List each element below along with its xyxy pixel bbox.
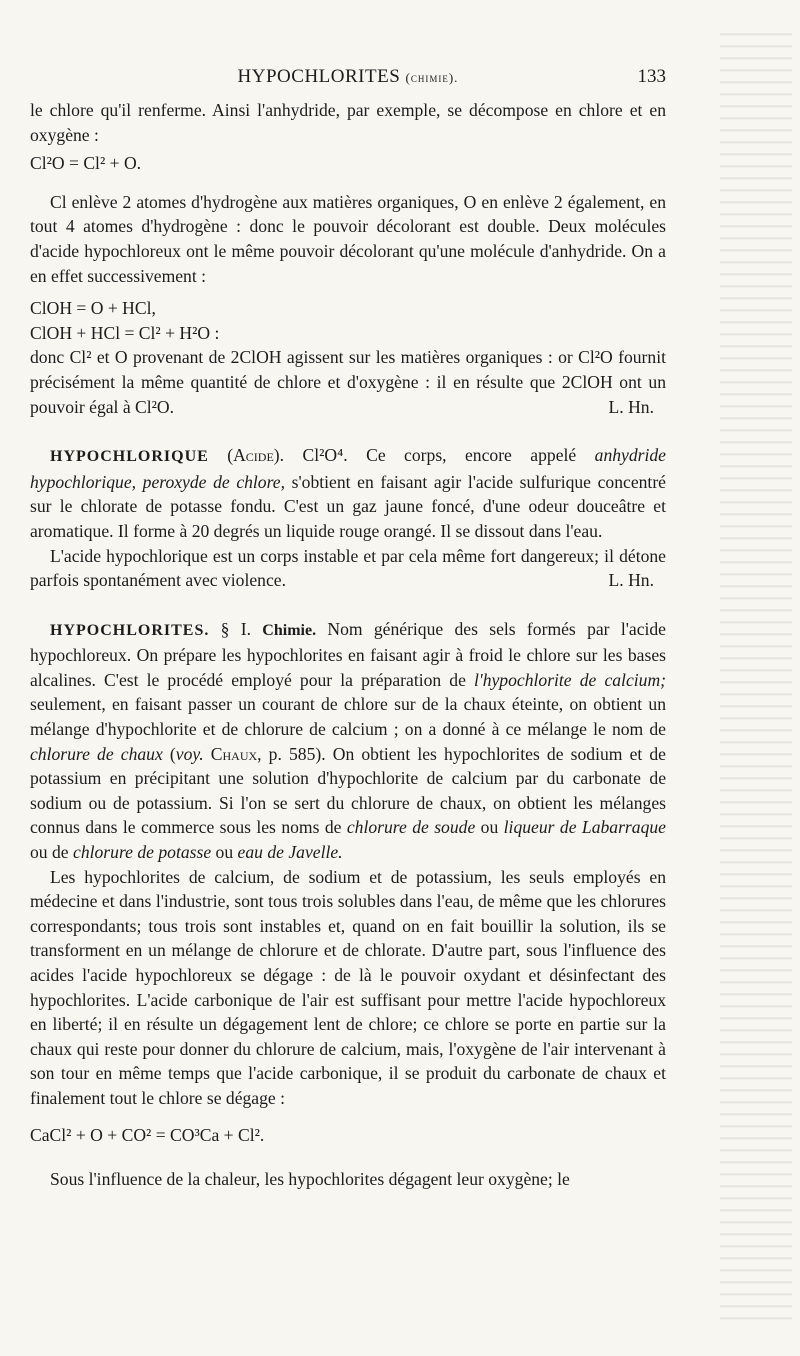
paragraph xyxy=(30,544,666,593)
equation: ClOH + HCl = Cl² + H²O : xyxy=(30,322,220,343)
italic-run: chlorure de chaux xyxy=(30,743,163,764)
italic-run: anhydride hypochlorique, peroxyde de chlore, xyxy=(30,445,666,492)
text-run: ou xyxy=(215,842,234,863)
paragraph: Sous l'influence de la chaleur, les hypochlorites dégagent leur oxygène; le xyxy=(50,1169,570,1190)
text-run: s'obtient en faisant agir l'acide sulfurique concentré sur le chlorate de potasse fondu. C'est un gaz jaune foncé, d'une odeur douceâtre et aromatique. Il forme à 20 degrés un liquide rouge orangé. Il se dissout dans l'eau. xyxy=(30,471,666,541)
text-run: ou de xyxy=(30,842,69,863)
section-mark: § I. xyxy=(220,618,251,639)
article-hypochlorites xyxy=(30,617,666,865)
running-title xyxy=(30,66,666,88)
equation: Cl²O = Cl² + O. xyxy=(30,153,142,174)
author-signature: L. Hn. xyxy=(608,570,654,591)
section-label: Chimie. xyxy=(262,621,317,639)
text-run: , p. 585). On obtient les hypochlorites de sodium et de potassium en précipitant une solution d'hypochlorite de calcium par du carbonate de sodium ou de potassium. Si l'on se sert du chlorure de chaux, on obtient les mélanges connus dans le commerce sous les noms de xyxy=(30,743,666,838)
author-signature: L. Hn. xyxy=(608,396,654,417)
paragraph-text: L'acide hypochlorique est un corps instable et par cela même fort dangereux; il détone parfois spontanément avec violence. xyxy=(30,545,666,591)
text-run: ou xyxy=(480,817,499,838)
article-headword: HYPOCHLORITES. xyxy=(50,621,210,639)
equation: CaCl² + O + CO² = CO³Ca + Cl². xyxy=(30,1124,265,1145)
body-text xyxy=(30,98,666,1192)
italic-run: chlorure de soude xyxy=(346,817,476,838)
paragraph: le chlore qu'il renferme. Ainsi l'anhydride, par exemple, se décompose en chlore et en oxygène : xyxy=(30,100,666,145)
text-run: Nom générique des sels formés par l'acide hypochloreux. On prépare les hypochlorites en faisant agir à froid le chlore sur les bases alcalines. C'est le procédé employé pour la préparation de xyxy=(30,618,666,690)
italic-run: eau de Javelle. xyxy=(237,842,343,863)
running-header xyxy=(30,66,666,92)
paragraph: Cl enlève 2 atomes d'hydrogène aux matières organiques, O en enlève 2 également, en tout 4 atomes d'hydrogène : donc le pouvoir décolorant est double. Deux molécules d'acide hypochloreux ont le même pouvoir décolorant qu'une molécule d'anhydride. On a en effet successivement : xyxy=(30,191,666,286)
text-run: Ce corps, encore appelé xyxy=(366,445,577,466)
paragraph xyxy=(30,345,666,419)
cross-reference: Chaux xyxy=(210,743,258,764)
header-title: HYPOCHLORITES xyxy=(237,66,401,87)
italic-run: chlorure de potasse xyxy=(73,842,212,863)
article-headword: HYPOCHLORIQUE xyxy=(50,448,209,466)
italic-run: liqueur de Labarraque xyxy=(503,817,666,838)
article-formula: Cl²O⁴. xyxy=(302,445,348,466)
header-section: (chimie). xyxy=(405,70,459,85)
text-run: ( xyxy=(169,743,176,764)
paragraph: Les hypochlorites de calcium, de sodium et de potassium, les seuls employés en médecine et dans l'industrie, sont tous trois solubles dans l'eau, de même que les chlorures correspondants; tous trois sont instables et, quand on en fait bouillir la solution, ils se transforment en un mélange de chlorure et de chlorate. D'autre part, sous l'influence des acides l'acide hypochloreux se dégage : de là le pouvoir oxydant et désinfectant des hypochlorites. L'acide carbonique de l'air est suffisant pour mettre l'acide hypochloreux en liberté; il en résulte un dégagement lent de chlore; ce chlore se porte en partie sur la chaux qui reste pour donner du chlorure de calcium, mais, l'oxygène de l'air intervenant à son tour en même temps que l'acide carbonique, il se produit du carbonate de chaux et finalement tout le chlore se dégage : xyxy=(30,866,666,1108)
page-edge-shadow xyxy=(720,24,792,1324)
article-subhead: (Acide). xyxy=(227,445,285,466)
text-run: seulement, en faisant passer un courant de chlore sur de la chaux éteinte, on obtient un mélange d'hypochlorite et de chlorure de calcium ; on a donné à ce mélange le nom de xyxy=(30,694,666,740)
paragraph-text: donc Cl² et O provenant de 2ClOH agissent sur les matières organiques : or Cl²O fournit précisément la même quantité de chlore et d'oxygène : il en résulte que 2ClOH ont un pouvoir égal à Cl²O. xyxy=(30,347,666,417)
equation: ClOH = O + HCl, xyxy=(30,298,156,319)
italic-run: voy. xyxy=(175,743,204,764)
italic-run: l'hypochlorite de calcium; xyxy=(474,669,667,690)
article-hypochlorique xyxy=(30,443,666,543)
page-number: 133 xyxy=(637,66,666,87)
